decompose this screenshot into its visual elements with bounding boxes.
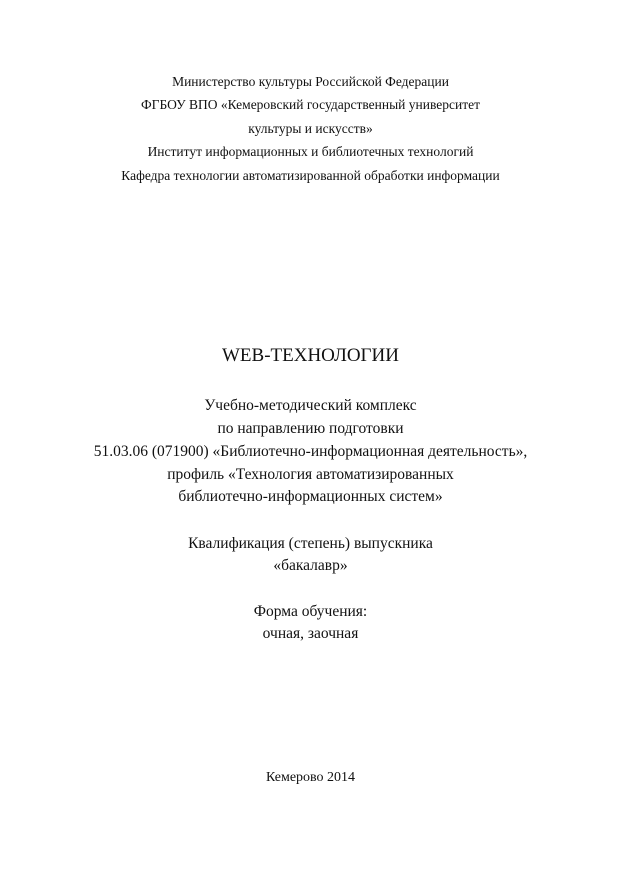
city-year: Кемерово 2014 [265,770,356,785]
institute-line: Институт информационных и библиотечных технологий [147,144,474,159]
subtitle-line: Учебно-методический комплекс [204,397,417,414]
qualification-value: «бакалавр» [273,557,348,574]
study-form-value: очная, заочная [262,625,359,642]
qualification-label: Квалификация (степень) выпускника [188,535,433,552]
subtitle-line: 51.03.06 (071900) «Библиотечно-информационная деятельность», [93,443,528,460]
department-line: Кафедра технологии автоматизированной обработки информации [121,168,500,183]
subtitle-line: библиотечно-информационных систем» [178,488,443,505]
document-title: WEB-ТЕХНОЛОГИИ [221,345,399,366]
study-form-label: Форма обучения: [253,603,368,620]
subtitle-line: профиль «Технология автоматизированных [167,466,454,483]
university-line-2: культуры и искусств» [248,121,373,136]
university-line-1: ФГБОУ ВПО «Кемеровский государственный университет [140,97,481,112]
subtitle-line: по направлению подготовки [217,420,404,437]
ministry-line: Министерство культуры Российской Федерации [172,74,449,89]
